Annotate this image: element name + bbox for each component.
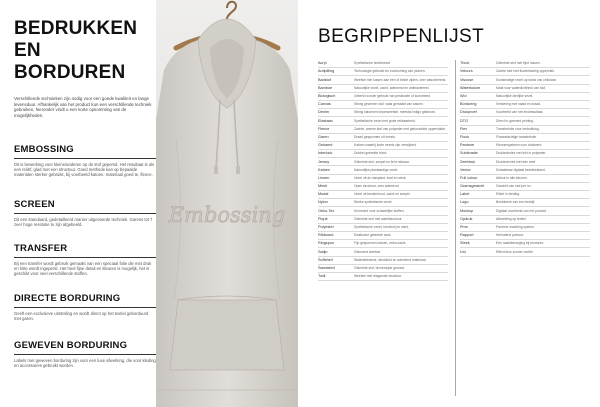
glossary-definition: Synthetische vezel, kreukvrij en sterk. [354,225,410,230]
glossary-column-a [318,60,448,281]
glossary-term: Ringspun [318,241,335,246]
glossary-definition: Kunstmatige vezel op basis van cellulose. [496,77,558,82]
glossary-row [318,60,448,68]
glossary-definition: Afdruk in alle kleuren. [496,175,528,180]
section-text: Dit een standaard, gedetailleerd manier uitgevoerde techniek. Garens tot 7 zeer hoge resolutie te zijn afgebeeld. [14,216,153,227]
glossary-definition: Etiket in kleding. [496,192,521,197]
section-text: Geeft een exclusieve uitstraling en wordt direct op het textiel geborduurd met garen. [14,310,149,321]
glossary-definition: Natuurlijke vezel, zacht, ademend en antibacterieel. [354,85,430,90]
glossary-definition: Eén naaldbeweging bij borduren. [496,241,545,246]
section-transfer [14,243,156,277]
glossary-definition: Natuurlijke dierlijke vezel. [496,94,534,99]
glossary-term: Fleece [318,126,330,131]
title-line-1: BEDRUKKEN [14,18,138,39]
column-divider [455,60,456,396]
glossary-definition: Vezel uit beukenhout, zacht en soepel. [354,192,411,197]
glossary-row [460,175,590,183]
section-title: DIRECTE BORDURING [14,293,121,304]
glossary-row [318,93,448,101]
glossary-row [460,240,590,248]
glossary-row [318,126,448,134]
glossary-term: Softshell [318,257,333,262]
glossary-row [318,134,448,142]
glossary-term: Steek [460,241,470,246]
glossary-term: Mesh [318,184,328,189]
glossary-row [460,76,590,84]
glossary-definition: Fluweelachtige transferfolie. [496,134,538,139]
glossary-term: Viscose [460,77,474,82]
glossary-term: Pms [460,225,468,230]
glossary-definition: Druktechniek met inkt in polyester. [496,151,547,156]
glossary-row [460,183,590,191]
glossary-definition: Natuurlijke plantaardige vezel. [354,167,399,172]
glossary-term: Antipilling [318,69,335,74]
section-screen [14,199,156,227]
glossary-definition: Druktechniek met een zeef. [496,159,537,164]
glossary-term: Wol [460,94,467,99]
glossary-term: Canvas [318,102,331,107]
glossary-row [460,191,590,199]
glossary-definition: Pantone matching system. [496,225,535,230]
section-text: Labels met geweven borduring zijn voor een luxe afwerking, die voor kleding en accessoires gebruikt worden. [14,357,156,368]
glossary-definition: Gebreide stof met fijne lussen. [496,61,541,66]
glossary-term: Opdruk [460,216,473,221]
glossary-definition: Geteeld zonder gebruik van pesticiden of kunstmest. [354,94,431,99]
glossary-definition: Afbeelding op textiel. [496,216,527,221]
section-title: EMBOSSING [14,144,74,155]
section-title: SCREEN [14,199,55,210]
glossary-term: Sweatstof [318,265,335,270]
glossary-row [460,216,590,224]
intro-text: Verschillende technieken zijn nodig voor een goede kwaliteit en lange levensduur. Afhankelijk van het product kun een verschillende techniek gebruiken, hieronder vindt u een korte opsomming van de mogelijkheden. [14,96,152,118]
glossary-row [460,93,590,101]
glossary-term: Velours [460,69,473,74]
glossary-row [318,273,448,281]
glossary-definition: Gewicht van stof per m². [496,184,532,189]
glossary-row [318,207,448,215]
glossary-row [318,265,448,273]
glossary-term: Linnen [318,175,330,180]
glossary-term: Satijn [318,249,328,254]
glossary-definition: Technologie gebruikt ter voorkoming van pluizen. [354,69,426,74]
glossary-term: Vector [460,167,471,172]
glossary-definition: Effen kleur zonder motief. [496,249,534,254]
glossary-row [318,199,448,207]
hoodie-illustration [156,0,298,407]
title-line-2: EN BORDUREN [14,40,126,83]
glossary-definition: Gebreide stof, soepel en licht rekbaar. [354,159,410,164]
glossary-row [318,191,448,199]
section-directe-borduring [14,293,156,321]
glossary-row [460,166,590,174]
glossary-term: Tricot [460,61,470,66]
glossary-definition: Gebreide stof met wafelstructuur. [354,216,403,221]
glossary-definition: Kleurensysteem voor drukwerk. [496,143,543,148]
section-embossing [14,144,156,178]
glossary-term: Twill [318,274,326,279]
glossary-row [318,183,448,191]
glossary-row [318,68,448,76]
glossary-term: Denim [318,110,329,115]
glossary-term: Biologisch [318,94,336,99]
glossary-term: Badstof [318,77,331,82]
left-column [14,18,156,118]
glossary-row [460,207,590,215]
glossary-row [460,85,590,93]
glossary-title: BEGRIPPENLIJST [318,26,485,47]
glossary-definition: Schaalbaar digitaal beeldbestand. [496,167,546,172]
glossary-row [318,248,448,256]
glossary-definition: Keurmerk voor schadelijke stoffen. [354,208,405,213]
glossary-definition: Katoen waarbij korte vezels zijn verwijderd. [354,143,418,148]
glossary-row [318,257,448,265]
glossary-definition: Fijn gesponnen katoen, extra zacht. [354,241,407,246]
glossary-row [460,101,590,109]
glossary-definition: Open structuur, zeer ademend. [354,184,400,189]
glossary-row [318,109,448,117]
section-text: Dit is bewerking voor kleine/anderen op de stof gepersd. Het resultaat is als een reliëf, glad met een structuur. Goed methode kan op bepaalde materialen sterker gebruikt, bij voorbeeld katoen, materiaal goed te, fleece. [14,161,155,178]
glossary-definition: Vezel uit de vlasplant, koel en sterk. [354,175,407,180]
embossing-caption: Embossing [168,203,286,227]
glossary-term: Katoen [318,167,331,172]
glossary-term: Polyester [318,225,334,230]
glossary-row [318,76,448,84]
glossary-row [318,240,448,248]
glossary-term: Logo [460,200,469,205]
glossary-row [318,216,448,224]
glossary-definition: Synthetische textielvezel [354,61,391,66]
glossary-term: Garen [318,134,329,139]
glossary-term: Gramsgewicht [460,184,485,189]
glossary-definition: Zachte, warme stof van polyester met geborstelde oppervlakte. [354,126,446,131]
glossary-definition: Sterke synthetische vezel. [354,200,393,205]
glossary-definition: Gebreide stof, binnenzijde geruwd. [354,265,405,270]
glossary-term: Acryl [318,61,327,66]
section-divider [14,307,156,308]
glossary-row [460,199,590,207]
glossary-row [460,248,590,256]
glossary-term: Uni [460,249,466,254]
glossary-term: DTG [460,118,469,123]
glossary-term: Gekamd [318,143,333,148]
glossary-definition: Draad gesponnen uit vezels. [354,134,396,139]
glossary-definition: Voorbeeld van het eindresultaat. [496,110,544,115]
glossary-row [460,109,590,117]
section-divider [14,257,156,258]
glossary-term: Mockup [460,208,474,213]
glossary-row [318,101,448,109]
glossary-definition: Maat voor waterdichtheid van stof. [496,85,547,90]
glossary-term: Modal [318,192,329,197]
glossary-definition: Digitaal voorbeeld van het product. [496,208,547,213]
glossary-row [460,117,590,125]
glossary-row [460,134,590,142]
glossary-row [460,232,590,240]
glossary-row [460,60,590,68]
glossary-definition: Versiering met naald en draad. [496,102,541,107]
glossary-term: Flock [460,134,470,139]
glossary-row [318,166,448,174]
hoodie-photo [156,0,298,407]
glossary-term: Sublimatie [460,151,478,156]
main-title [14,18,156,84]
section-geweven-borduring [14,340,156,368]
glossary-term: Nylon [318,200,328,205]
glossary-row [318,85,448,93]
glossary-row [318,232,448,240]
glossary-definition: Weefsel met lussen aan één of beide zijden, zeer absorberend. [354,77,447,82]
glossary-term: Bamboe [318,85,333,90]
glossary-row [318,117,448,125]
glossary-term: Flex [460,126,468,131]
glossary-row [460,126,590,134]
section-title: GEWEVEN BORDURING [14,340,128,351]
section-title: TRANSFER [14,243,68,254]
glossary-definition: Stevig geweven stof, vaak gemaakt van katoen. [354,102,424,107]
glossary-definition: Direct to garment printing. [496,118,534,123]
glossary-term: Full colour [460,175,478,180]
glossary-term: Rapport [460,233,474,238]
glossary-definition: Stevig katoenen keperweefsel, meestal indigo gekleurd. [354,110,436,115]
glossary-definition: Elastische gebreide rand. [354,233,392,238]
section-divider [14,213,156,214]
glossary-row [460,142,590,150]
glossary-term: Jersey [318,159,330,164]
glossary-term: Drukproef [460,110,477,115]
glossary-row [318,175,448,183]
glossary-term: Interlock [318,151,333,156]
glossary-row [460,158,590,166]
section-text: Bij een transfer wordt gebruik gemaakt van een speciaal folie die met druk en hitte wordt ingeperst. Het heel fijne detail en kleuren is mogelijk, het is geschikt voor veel verschillende stoffen. [14,260,152,277]
glossary-definition: Beeldmerk van een bedrijf. [496,200,536,205]
section-divider [14,158,156,159]
glossary-definition: Transferfolie voor bedrukking. [496,126,540,131]
glossary-term: Borduring [460,102,477,107]
glossary-column-b [460,60,590,257]
glossary-definition: Waterafstotend, winddicht en ademend materiaal. [354,257,427,262]
glossary-definition: Weefsel met diagonale structuur. [354,274,402,279]
glossary-definition: Glanzend weefsel. [354,249,382,254]
glossary-row [460,224,590,232]
section-divider [14,354,156,355]
glossary-row [318,158,448,166]
glossary-definition: Synthetische vezel met grote rekbaarheid. [354,118,416,123]
glossary-term: Elastaan [318,118,333,123]
glossary-row [318,150,448,158]
glossary-row [318,142,448,150]
glossary-row [460,150,590,158]
glossary-row [318,224,448,232]
glossary [318,60,590,400]
glossary-definition: Dubbel gebreide tricot. [354,151,388,156]
glossary-term: Ribboord [318,233,334,238]
glossary-term: Label [460,192,470,197]
glossary-term: Pantone [460,143,475,148]
glossary-definition: Herhalend patroon. [496,233,525,238]
glossary-definition: Zachte stof met fluweelachtig oppervlak. [496,69,555,74]
glossary-row [460,68,590,76]
glossary-term: Waterkolom [460,85,481,90]
glossary-term: Zeefdruk [460,159,475,164]
glossary-term: Piqué [318,216,328,221]
glossary-term: Oeko-Tex [318,208,335,213]
